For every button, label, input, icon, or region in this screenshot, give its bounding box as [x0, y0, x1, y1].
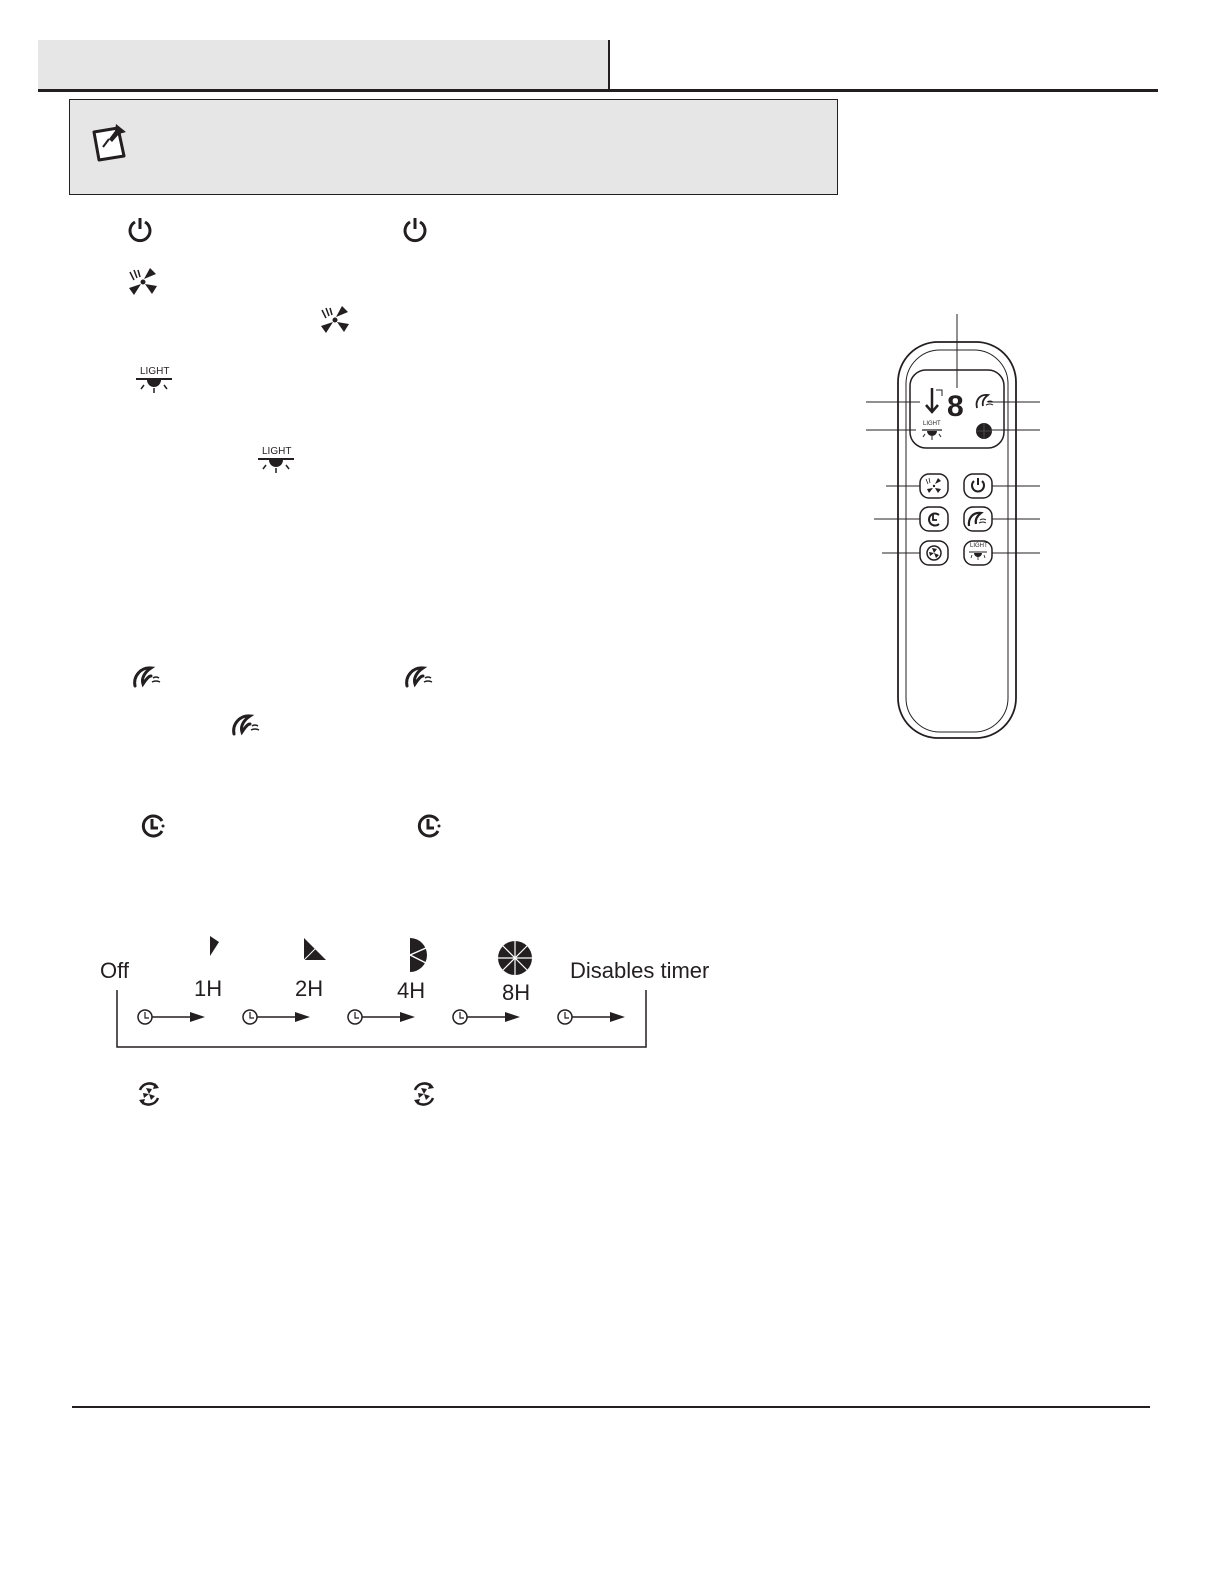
remote-light-button-text: LIGHT	[970, 543, 988, 549]
timer-1h-indicator	[210, 936, 219, 956]
timer-step-label: 8H	[502, 980, 531, 1005]
timer-off-label: Off	[100, 958, 129, 983]
timer-end-label: Disables timer	[570, 958, 710, 983]
remote-control-diagram	[862, 310, 1052, 745]
timer-2h-indicator	[304, 938, 326, 960]
timer-step-arrow	[558, 1010, 625, 1024]
power-icon	[401, 216, 429, 244]
timer-step-arrow	[243, 1010, 310, 1024]
light-icon-text: LIGHT	[140, 366, 170, 377]
remote-display-digit: 8	[947, 390, 964, 423]
timer-step-arrow	[138, 1010, 205, 1024]
power-icon	[126, 216, 154, 244]
note-pin-icon	[88, 120, 132, 164]
remote-control-outline	[862, 310, 1052, 745]
light-icon	[134, 366, 174, 394]
natural-breeze-icon	[230, 712, 262, 738]
footer-rule	[72, 1406, 1150, 1408]
natural-breeze-icon	[403, 664, 435, 690]
timer-step-label: 1H	[194, 976, 223, 1001]
note-box	[69, 99, 838, 195]
fan-speed-icon	[318, 304, 352, 336]
remote-display-light-text: LIGHT	[923, 421, 941, 427]
timer-sequence-graphic	[90, 930, 730, 1055]
header-title-bar	[38, 40, 608, 90]
timer-step-label: 2H	[295, 976, 324, 1001]
timer-step-label: 4H	[397, 978, 426, 1003]
header-rule	[38, 89, 1158, 92]
rotation-icon	[410, 1080, 438, 1108]
timer-icon	[140, 812, 168, 840]
light-icon	[256, 446, 296, 474]
light-icon-text: LIGHT	[262, 446, 292, 457]
timer-4h-indicator	[410, 938, 427, 972]
fan-speed-icon	[126, 266, 160, 298]
timer-step-arrow	[348, 1010, 415, 1024]
timer-step-arrow	[453, 1010, 520, 1024]
header-divider	[608, 40, 610, 90]
natural-breeze-icon	[131, 664, 163, 690]
timer-icon	[416, 812, 444, 840]
timer-8h-indicator	[498, 941, 532, 975]
timer-sequence-diagram	[90, 930, 730, 1055]
rotation-icon	[135, 1080, 163, 1108]
